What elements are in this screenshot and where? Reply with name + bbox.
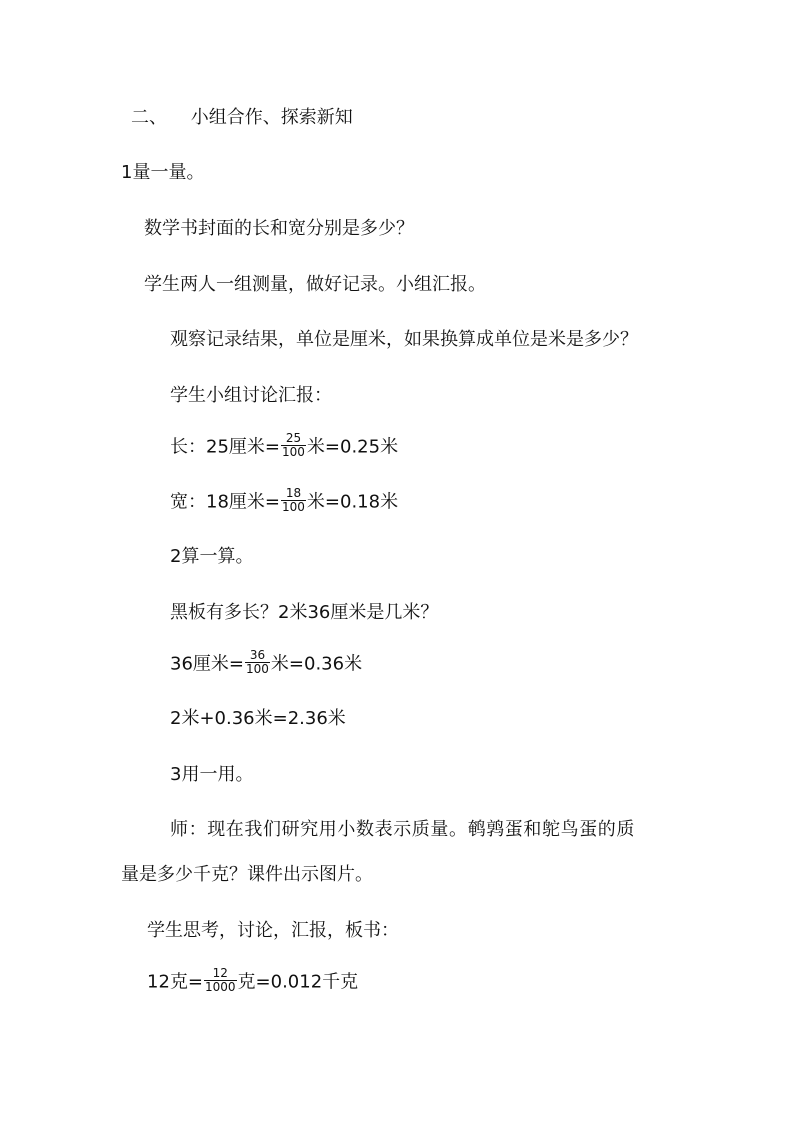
length-denominator: 100 [282,445,305,459]
section-title: 小组合作、探索新知 [190,107,353,128]
width-denominator: 100 [282,500,305,514]
calc3-numerator: 12 [204,967,237,981]
item3-teacher-line1: 师：现在我们研究用小数表示质量。鹌鹑蛋和鸵鸟蛋的质 [170,819,635,840]
item2-title: 2算一算。 [170,546,254,567]
calc3-denominator: 1000 [205,980,236,994]
width-fraction [281,487,306,514]
length-prefix: 长：25厘米= [170,436,280,458]
length-suffix: 米=0.25米 [306,436,399,458]
width-equation [170,486,399,514]
section-heading [131,106,353,130]
calc1-fraction [245,649,270,676]
item2-calc2: 2米+0.36米=2.36米 [170,708,346,729]
calc1-numerator: 36 [245,649,270,663]
calc1-denominator: 100 [246,662,269,676]
calc3-prefix: 12克= [147,971,203,993]
calc1-prefix: 36厘米= [170,653,244,675]
item3-title: 3用一用。 [170,764,254,785]
item1-title: 1量一量。 [121,162,205,183]
length-equation [170,431,399,459]
width-suffix: 米=0.18米 [306,491,399,513]
item3-calc [147,966,359,994]
item1-activity: 学生两人一组测量，做好记录。小组汇报。 [144,274,486,295]
item3-students: 学生思考，讨论，汇报，板书： [147,920,399,941]
width-numerator: 18 [281,487,306,501]
item2-calc1 [170,648,363,676]
item3-teacher-line2: 量是多少千克？课件出示图片。 [121,864,373,885]
item2-question: 黑板有多长？2米36厘米是几米？ [170,602,439,623]
calc3-fraction [204,967,237,994]
item1-discuss: 学生小组讨论汇报： [170,385,332,406]
item1-observe: 观察记录结果，单位是厘米，如果换算成单位是米是多少？ [170,329,638,350]
calc1-suffix: 米=0.36米 [270,653,363,675]
section-number: 二、 [131,107,167,128]
length-fraction [281,432,306,459]
length-numerator: 25 [281,432,306,446]
calc3-suffix: 克=0.012千克 [237,971,359,993]
item1-question: 数学书封面的长和宽分别是多少？ [144,218,414,239]
width-prefix: 宽：18厘米= [170,491,280,513]
